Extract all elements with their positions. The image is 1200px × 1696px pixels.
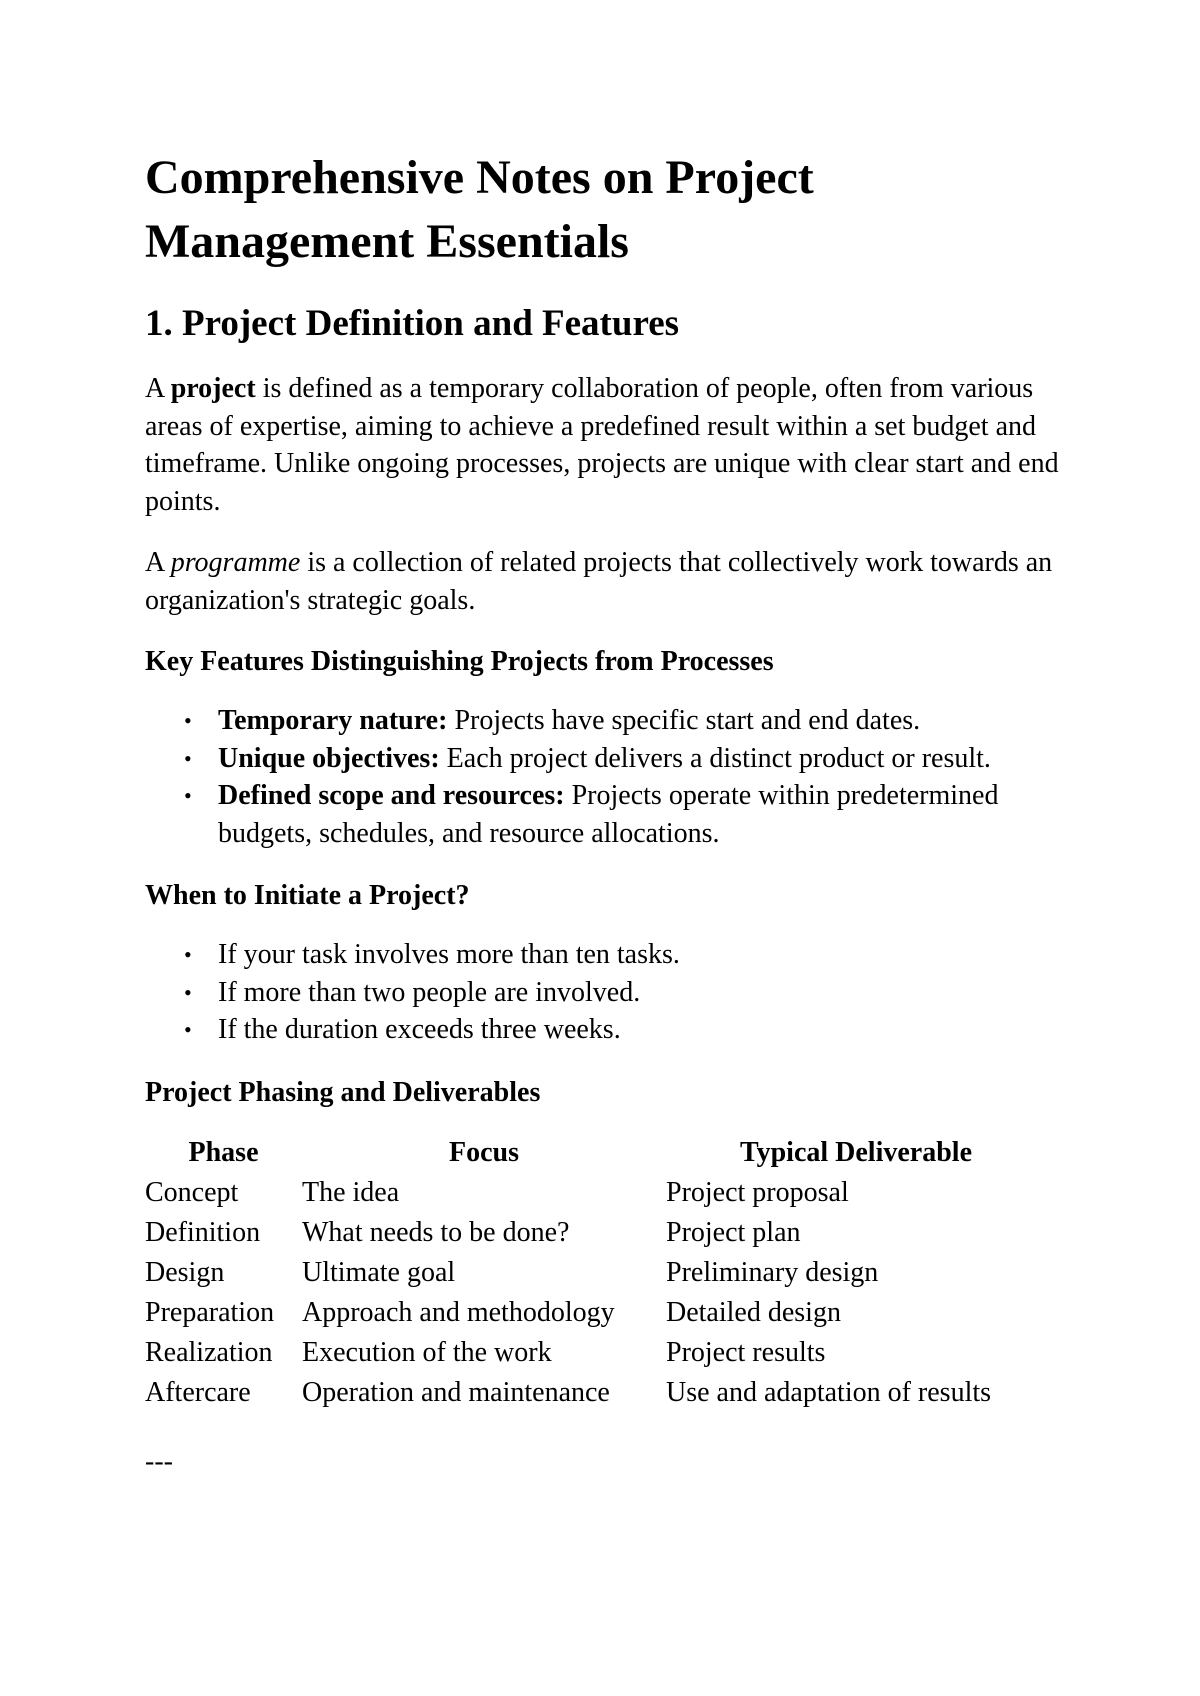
phasing-table [145,1133,1046,1413]
column-header-phase: Phase [188,1136,259,1168]
subheading-when-to-initiate: When to Initiate a Project? [145,880,470,911]
programme-para-rest: is a collection of related projects that collectively work towards an organization's strategic goals. [145,547,1053,616]
project-para-lead: A [145,373,171,404]
table-row [145,1213,1046,1253]
list-item [218,777,1075,852]
cell-focus: The idea [302,1176,400,1208]
table-row [145,1373,1046,1413]
cell-deliverable: Project plan [666,1216,801,1248]
list-item: • If more than two people are involved. [218,974,1075,1012]
cell-focus: What needs to be done? [302,1216,570,1248]
cell-phase: Definition [145,1216,261,1248]
list-item-label: Temporary nature: [218,705,448,736]
table-row [145,1173,1046,1213]
project-para-rest: is defined as a temporary collaboration of people, often from various areas of expertise, aiming to achieve a predefined result within a set budget and timeframe. Unlike ongoing processes, projects are unique with clear start and end points. [145,373,1059,517]
column-header-focus: Focus [449,1136,519,1168]
subheading-key-features: Key Features Distinguishing Projects from Processes [145,646,774,677]
list-item: • If your task involves more than ten tasks. [218,936,1075,974]
list-item: • If the duration exceeds three weeks. [218,1011,1075,1049]
list-item-text: Projects have specific start and end dates. [447,705,921,736]
cell-deliverable: Project proposal [666,1176,849,1208]
cell-phase: Aftercare [145,1376,251,1408]
cell-focus: Approach and methodology [302,1296,615,1328]
cell-focus: Execution of the work [302,1336,552,1368]
section-separator: --- [145,1445,173,1477]
column-header-deliverable: Typical Deliverable [740,1136,972,1168]
cell-phase: Design [145,1256,225,1288]
key-features-list [145,702,1075,852]
table-row [145,1293,1046,1333]
cell-focus: Ultimate goal [302,1256,456,1288]
table-row [145,1253,1046,1293]
list-item-label: Defined scope and resources: [218,780,565,811]
cell-deliverable: Preliminary design [666,1256,879,1288]
cell-focus: Operation and maintenance [302,1376,610,1408]
list-item-label: Unique objectives: [218,742,440,774]
project-definition-paragraph [145,370,1075,520]
list-item-text: Each project delivers a distinct product or result. [439,742,991,774]
initiation-criteria-list [145,936,1075,1049]
table-header-row [145,1133,1046,1173]
cell-phase: Concept [145,1176,239,1208]
document-page [145,146,1075,1480]
cell-phase: Realization [145,1336,273,1368]
subheading-phasing: Project Phasing and Deliverables [145,1076,541,1108]
list-item [218,740,1075,778]
document-title: Comprehensive Notes on Project Management Essentials [145,151,814,268]
programme-term: programme [170,547,301,578]
section-heading-project-definition: 1. Project Definition and Features [145,303,680,344]
table-row [145,1333,1046,1373]
cell-deliverable: Detailed design [666,1296,841,1328]
programme-definition-paragraph [145,544,1075,619]
cell-deliverable: Use and adaptation of results [666,1376,992,1408]
list-item [218,702,1075,740]
programme-para-lead: A [145,547,171,578]
list-item-text: Projects operate within predetermined budgets, schedules, and resource allocations. [218,780,999,849]
cell-deliverable: Project results [666,1336,826,1368]
cell-phase: Preparation [145,1296,275,1328]
project-term: project [170,373,256,404]
